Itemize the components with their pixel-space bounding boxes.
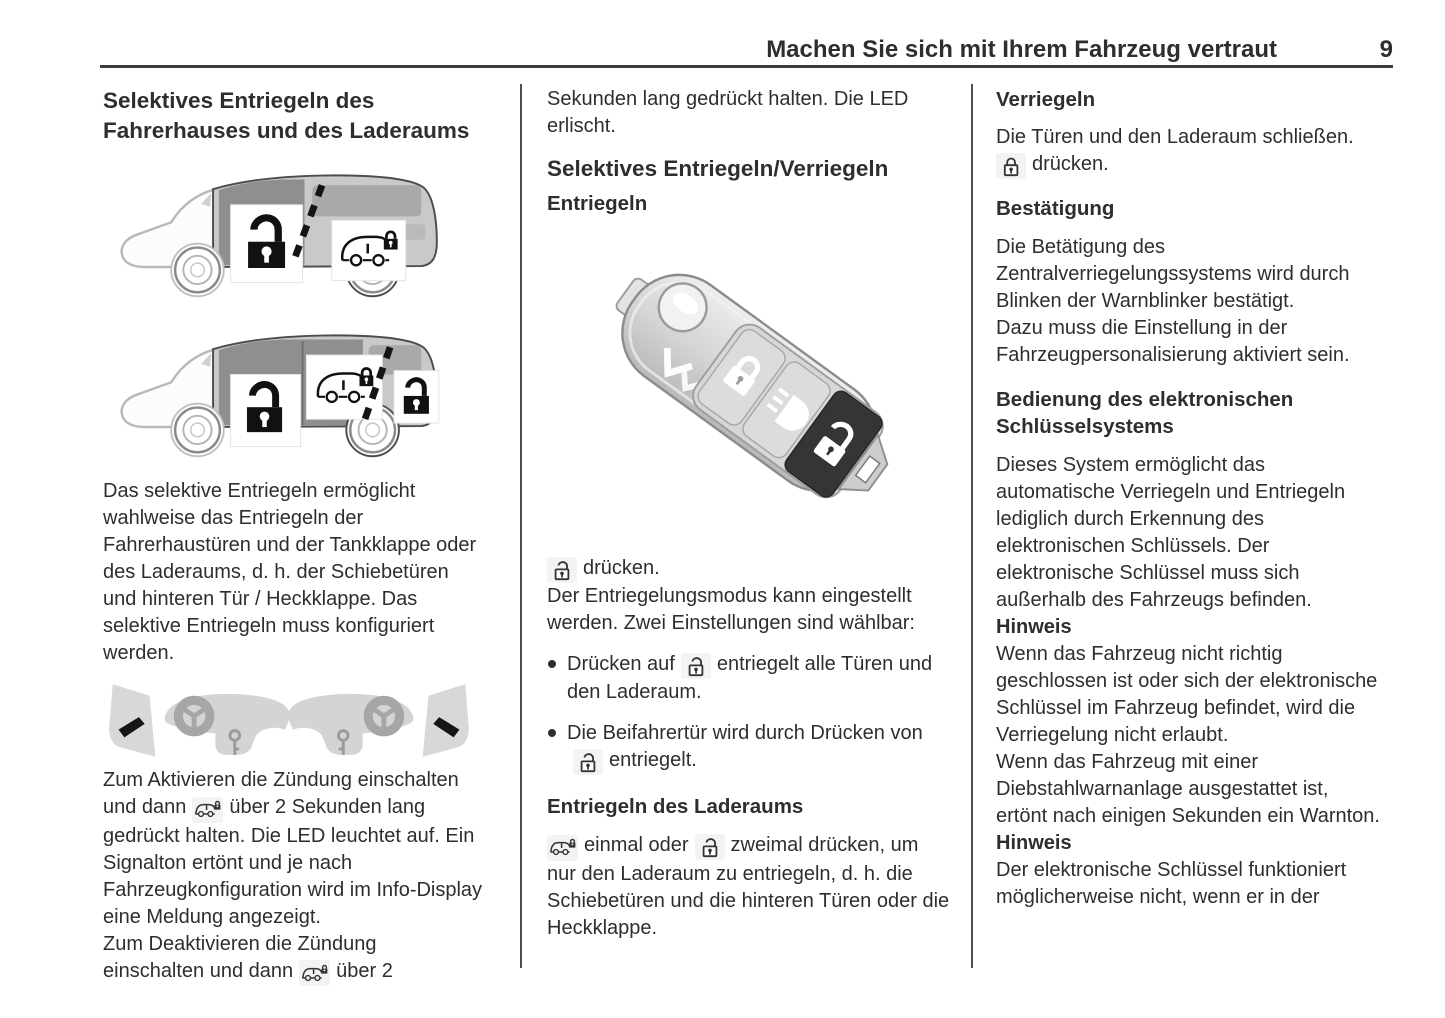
activation-paragraph: [103, 767, 483, 986]
van-cab-unlock-illustration: [111, 160, 463, 304]
subsection-heading: Entriegeln: [547, 192, 648, 215]
doors-ignition-illustration: [105, 677, 473, 761]
remote-key-illustration: [579, 227, 919, 543]
text-segment: Die Betätigung des Zentralverriegelungssystems wird durch Blinken der Warnblinker bestätigt.: [996, 236, 1350, 312]
van-cargo-lock-icon: [299, 960, 330, 986]
column-divider-1: [520, 84, 522, 968]
selective-unlock-paragraph: Das selektive Entriegeln ermöglicht wahlweise das Entriegeln der Fahrerhaustüren und der Tankklappe oder des Laderaums, d. h. der Schiebetüren und hinteren Tür / Heckklappe. Das selektive Entriegeln muss konfiguriert werden.: [103, 480, 477, 664]
text-segment: einmal oder: [584, 834, 689, 856]
column-left: [103, 86, 483, 986]
header-rule: [100, 65, 1393, 68]
note-label: Hinweis: [996, 832, 1072, 854]
section-heading: Selektives Entriegeln des Fahrerhauses und des Laderaums: [103, 88, 470, 143]
open-lock-icon: [681, 653, 711, 679]
text-segment: Zum Aktivieren die Zündung einschalten und dann: [103, 769, 459, 818]
text-segment: Dieses System ermöglicht das automatische Verriegeln und Entriegeln lediglich durch Erkennung des elektronischen Schlüssels. Der elektronische Schlüssel muss sich außerhalb des Fahrzeugs befinden.: [996, 454, 1346, 611]
subsection-heading: Bedienung des elektronischen Schlüsselsystems: [996, 388, 1294, 438]
text-segment: zweimal drücken, um nur den Laderaum zu entriegeln, d. h. die Schiebetüren und die hinteren Türen oder die Heckklappe.: [547, 834, 950, 939]
text-segment: Wenn das Fahrzeug mit einer Diebstahlwarnanlage ausgestattet ist, ertönt nach einigen Sekunden ein Warnton.: [996, 751, 1380, 827]
van-cargo-unlock-illustration: [111, 320, 463, 464]
open-lock-icon: [573, 749, 603, 775]
list-item-text: [567, 720, 951, 775]
note-label: Hinweis: [996, 616, 1072, 638]
list-item: [548, 720, 951, 775]
list-item: [548, 651, 951, 706]
unlock-press-paragraph: [547, 555, 951, 583]
closed-lock-icon: [996, 153, 1026, 179]
subsection-heading: Verriegeln: [996, 88, 1096, 111]
section-heading: Selektives Entriegeln/Verriegeln: [547, 156, 889, 181]
column-right: [996, 86, 1384, 911]
unlock-mode-paragraph: Der Entriegelungsmodus kann eingestellt werden. Zwei Einstellungen sind wählbar:: [547, 585, 915, 634]
open-lock-icon: [695, 834, 725, 860]
list-item-text: [567, 651, 951, 706]
subsection-heading: Entriegeln des Laderaums: [547, 795, 804, 818]
page-title: Machen Sie sich mit Ihrem Fahrzeug vertraut: [766, 36, 1277, 63]
confirmation-paragraph: [996, 234, 1384, 369]
keyless-system-paragraph: [996, 452, 1384, 911]
text-segment: drücken.: [1032, 153, 1109, 175]
page-number: 9: [1379, 36, 1393, 63]
text-segment: Der elektronische Schlüssel funktioniert möglicherweise nicht, wenn er in der: [996, 859, 1347, 908]
text-segment: entriegelt.: [609, 749, 697, 771]
subsection-heading: Bestätigung: [996, 197, 1115, 220]
lock-paragraph: Die Türen und den Laderaum schließen.: [996, 126, 1354, 148]
text-segment: einschalten und dann: [103, 959, 294, 982]
lock-press-paragraph: [996, 151, 1384, 179]
text-segment: Drücken auf: [567, 653, 675, 675]
open-lock-icon: [547, 557, 577, 583]
text-segment: Wenn das Fahrzeug nicht richtig geschlossen ist oder sich der elektronische Schlüssel im Fahrzeug befindet, wird die Verriegelung nicht erlaubt.: [996, 643, 1378, 746]
column-divider-2: [971, 84, 973, 968]
text-segment: Zum Deaktivieren die Zündung: [103, 932, 377, 955]
text-segment: über 2: [336, 959, 393, 982]
bullet-dot: [548, 660, 556, 668]
cargo-unlock-paragraph: [547, 832, 951, 942]
text-segment: Die Beifahrertür wird durch Drücken von: [567, 722, 923, 744]
continuation-paragraph: Sekunden lang gedrückt halten. Die LED erlischt.: [547, 88, 909, 137]
van-cargo-lock-icon: [192, 797, 223, 823]
text-segment: entriegelt alle Türen und den Laderaum.: [567, 653, 933, 703]
text-segment: über 2 Sekunden lang gedrückt halten. Die LED leuchtet auf. Ein Signalton ertönt und je nach Fahrzeugkonfiguration wird im Info-Display eine Meldung angezeigt.: [103, 796, 483, 928]
bullet-dot: [548, 729, 556, 737]
text-segment: drücken.: [583, 557, 660, 579]
column-middle: [547, 86, 951, 942]
van-cargo-lock-icon: [547, 835, 578, 861]
text-segment: Dazu muss die Einstellung in der Fahrzeugpersonalisierung aktiviert sein.: [996, 317, 1350, 366]
